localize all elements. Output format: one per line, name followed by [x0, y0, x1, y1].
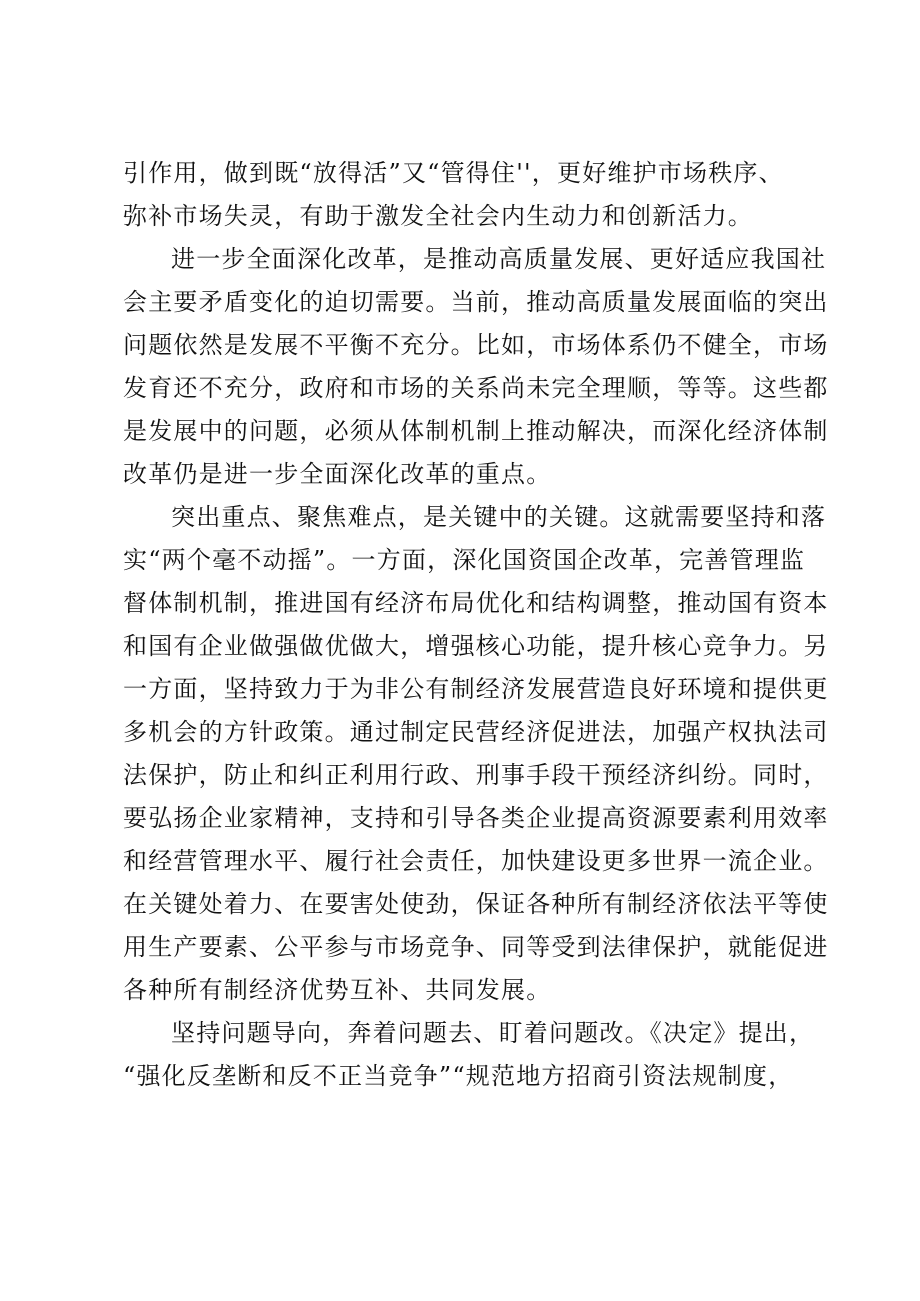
text-line: 进一步全面深化改革，是推动高质量发展、更好适应我国社 — [171, 245, 827, 273]
text-line: 各种所有制经济优势互补、共同发展。 — [123, 976, 552, 1004]
text-line: 发育还不充分，政府和市场的关系尚未完全理顺，等等。这些都 — [123, 374, 829, 402]
text-line: 法保护，防止和纠正利用行政、刑事手段干预经济纠纷。同时， — [123, 761, 829, 789]
text-line: 和国有企业做强做优做大，增强核心功能，提升核心竞争力。另 — [123, 632, 829, 660]
text-line: 坚持问题导向，奔着问题去、盯着问题改。《决定》提出， — [171, 1019, 815, 1047]
text-line: 改革仍是进一步全面深化改革的重点。 — [123, 460, 552, 488]
text-line: 督体制机制，推进国有经济布局优化和结构调整，推动国有资本 — [123, 589, 829, 617]
text-line: 多机会的方针政策。通过制定民营经济促进法，加强产权执法司 — [123, 718, 829, 746]
text-line: 会主要矛盾变化的迫切需要。当前，推动高质量发展面临的突出 — [123, 288, 829, 316]
body-text — [123, 152, 829, 1098]
text-line: 引作用，做到既“放得活”又“管得住''，更好维护市场秩序、 — [123, 159, 784, 187]
text-line: 实“两个毫不动摇”。一方面，深化国资国企改革，完善管理监 — [123, 546, 806, 574]
text-line: 在关键处着力、在要害处使劲，保证各种所有制经济依法平等使 — [123, 890, 829, 918]
text-line: 突出重点、聚焦难点，是关键中的关键。这就需要坚持和落 — [171, 503, 827, 531]
text-line: 是发展中的问题，必须从体制机制上推动解决，而深化经济体制 — [123, 417, 829, 445]
text-line: 一方面，坚持致力于为非公有制经济发展营造良好环境和提供更 — [123, 675, 829, 703]
text-line: 弥补市场失灵，有助于激发全社会内生动力和创新活力。 — [123, 202, 753, 230]
text-line: 要弘扬企业家精神，支持和引导各类企业提高资源要素利用效率 — [123, 804, 829, 832]
text-line: 用生产要素、公平参与市场竞争、同等受到法律保护，就能促进 — [123, 933, 829, 961]
text-line: “强化反垄断和反不正当竞争”“规范地方招商引资法规制度， — [123, 1062, 794, 1090]
text-line: 和经营管理水平、履行社会责任，加快建设更多世界一流企业。 — [123, 847, 829, 875]
text-line: 问题依然是发展不平衡不充分。比如，市场体系仍不健全，市场 — [123, 331, 829, 359]
